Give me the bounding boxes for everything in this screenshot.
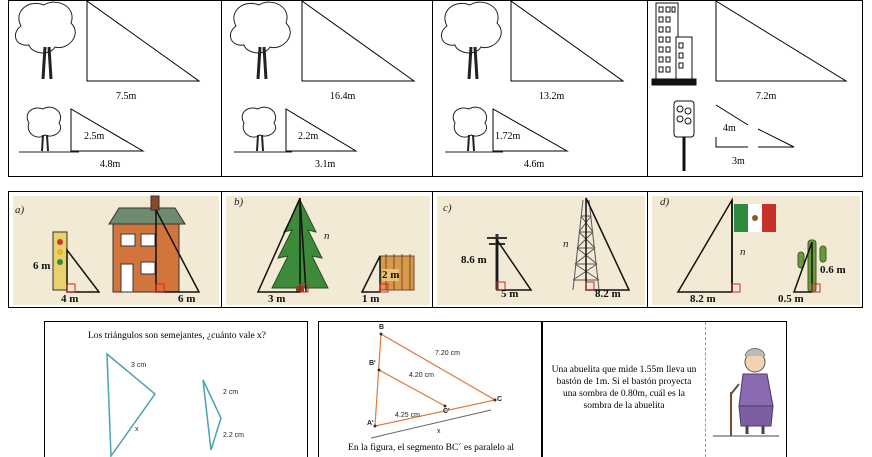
small-height-label: 4m [723,123,736,134]
length-bpcp: 4.20 cm [409,372,434,379]
problem-cell-b [221,191,433,308]
n-label: n [563,238,569,250]
point-A-prime: A' [367,420,374,427]
length-x: x [437,428,441,435]
length-apcp: 4.25 cm [395,412,420,419]
small-triangle [71,109,143,151]
length-bc: 7.20 cm [435,350,460,357]
small-tree-icon [19,107,79,152]
base1-label: 3 m [268,293,286,305]
building-triangle-figure [648,1,864,178]
problem-letter: c) [443,202,452,214]
small-height-label: 2.5m [84,131,105,142]
n-label: n [324,230,330,242]
height-label: 6 m [33,260,51,272]
small-height-label: 2.2m [298,131,319,142]
small-base-label: 4.6m [524,159,545,170]
base1-label: 4 m [61,293,79,305]
t1-side-x: x [135,426,139,433]
tree-triangle-figure [433,1,649,178]
base1-label: 8.2 m [690,293,716,305]
big-triangle [87,1,199,81]
question-text: Una abuelita que mide 1.55m lleva un bastón de 1m. Si el bastón proyecta una sombra de 0.80m, cuál es la sombra de la abuelita [551,365,697,411]
question-grandmother-shadow [542,321,787,457]
small-height-label: 1.72m [495,131,521,142]
parallel-segment-figure [319,322,543,457]
base-label: 16.4m [330,91,356,102]
tree-triangle-figure [222,1,434,178]
point-C: C [497,396,503,403]
small-base-label: 3m [732,156,745,167]
t1-side-a: 3 cm [131,362,147,369]
grandmother-icon [731,349,773,435]
question-similar-triangles [44,321,308,457]
point-B-prime: B' [369,360,376,367]
tree-icon [441,2,501,79]
problem-cell-2 [221,0,433,177]
mexico-flag-icon [734,204,776,232]
tree-triangle-figure [9,1,223,178]
problem-letter: a) [15,204,25,216]
problem-cell-a [8,191,222,308]
problem-letter: d) [660,196,670,208]
n-label: n [740,246,746,258]
tree-icon [15,2,75,79]
base2-label: 1 m [362,293,380,305]
small-base-label: 3.1m [315,159,336,170]
tree-icon [230,2,290,79]
question-text: En la figura, el segmento BC´ es paralelo al [348,443,514,453]
traffic-light-icon [674,101,694,171]
question-parallel-segment [318,321,542,457]
problem-cell-c [432,191,648,308]
problem-cell-d [647,191,863,308]
grandmother-illustration [543,322,788,457]
house-figure [9,192,223,309]
problem-cell-1 [8,0,222,177]
problem-cell-4 [647,0,863,177]
base-label: 7.2m [756,91,777,102]
point-B: B [379,324,385,331]
problem-cell-3 [432,0,648,177]
t2-side-a: 2 cm [223,389,239,396]
small-tree-icon [234,107,292,152]
question-text: Los triángulos son semejantes, ¿cuánto vale x? [87,331,267,341]
similar-triangles-figure [45,322,309,457]
problem-letter: b) [234,196,244,208]
height-label: 2 m [382,269,400,281]
height-label: 8.6 m [461,254,487,266]
flag-figure [648,192,864,309]
small-base-label: 4.8m [100,159,121,170]
point-C-prime: C' [443,408,450,415]
base2-label: 8.2 m [595,288,621,300]
base-label: 13.2m [539,91,565,102]
t2-side-b: 2.2 cm [223,432,245,439]
base1-label: 5 m [501,288,519,300]
base2-label: 6 m [178,293,196,305]
building-icon [652,3,696,85]
small-tree-icon [445,107,503,152]
base-label: 7.5m [116,91,137,102]
tree-figure [222,192,434,309]
height-label: 0.6 m [820,264,846,276]
base2-label: 0.5 m [778,293,804,305]
